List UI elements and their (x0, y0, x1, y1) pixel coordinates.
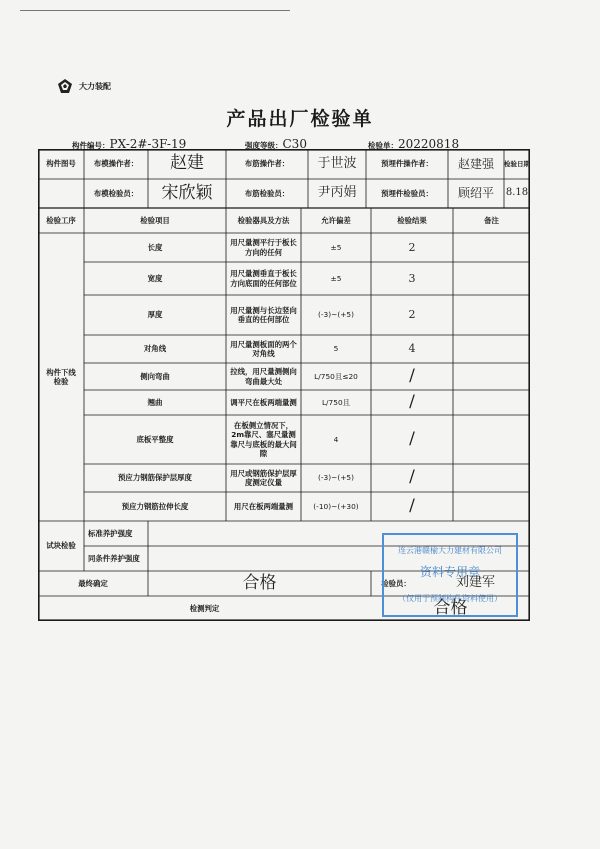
row-item: 侧向弯曲 (140, 371, 170, 381)
stamp-title: 资料专用章 (419, 565, 480, 579)
col-tool: 检验器具及方法 (237, 215, 290, 225)
row-tolerance: 5 (333, 344, 339, 354)
inspect-no-label: 检验单： (368, 141, 398, 150)
rebar-inspector-value: 尹丙娟 (317, 185, 357, 201)
row-tool: 用尺量测垂直于板长方向底面的任何部位 (230, 269, 297, 288)
formwork-inspector-label: 布模检验员： (93, 188, 139, 198)
embed-operator-value: 赵建强 (457, 156, 494, 171)
row-tool: 调平尺在板两端量测 (230, 397, 297, 407)
rebar-operator-label: 布筋操作者： (244, 159, 290, 169)
row-tolerance: L/750且 (321, 397, 351, 407)
stamp-note: （仅用于预制构件资料使用） (398, 594, 502, 603)
row-tolerance: ±5 (330, 242, 342, 252)
rebar-inspector-label: 布筋检验员： (244, 188, 290, 198)
inspect-date-label: 检验日期 (504, 159, 530, 168)
formwork-inspector-value: 宋欣颖 (161, 182, 213, 203)
row-tool: 用尺量测与长边竖向垂直的任何部位 (230, 305, 297, 324)
stamp-company: 连云港赣榆大力建材有限公司 (398, 546, 502, 555)
strength-label: 强度等级： (245, 141, 283, 150)
page-title: 产品出厂检验单 (226, 108, 374, 130)
group-label: 构件下线检验 (46, 367, 76, 386)
row-result: / (409, 391, 415, 412)
row-item: 预应力钢筋拉伸长度 (121, 501, 189, 511)
company-logo-icon (57, 78, 73, 94)
final-label: 最终确定 (78, 578, 108, 588)
row-result: / (409, 428, 415, 449)
row-item: 厚度 (147, 310, 163, 320)
company-logo (57, 78, 111, 94)
row-tool: 用尺量测板面的两个对角线 (230, 339, 297, 358)
rebar-operator-value: 于世波 (317, 155, 357, 171)
row-tool: 在板侧立情况下，2m靠尺、塞尺量测靠尺与底板的最大间隙 (230, 421, 297, 458)
member-no-label: 构件编号： (72, 141, 110, 150)
final-value: 合格 (242, 572, 277, 593)
inspect-date-value: 8.18 (505, 187, 529, 199)
embed-inspector-label: 预埋件检验员： (381, 188, 433, 198)
row-tolerance: L/750且≤20 (314, 371, 358, 381)
judgement-value: 合格 (433, 597, 468, 618)
row-tolerance: ±5 (330, 273, 342, 283)
col-remark: 备注 (484, 215, 499, 225)
formwork-operator-label: 布模操作者： (93, 159, 139, 169)
row-tool: 拉线，用尺量测侧向弯曲最大处 (230, 367, 297, 386)
row-result: / (409, 495, 415, 516)
drawing-no-label: 构件图号 (46, 159, 76, 169)
row-result: 4 (408, 342, 416, 356)
row-result: / (409, 467, 415, 488)
test-group-label: 试块检验 (46, 541, 76, 551)
embed-inspector-value: 顾绍平 (457, 186, 494, 200)
row-result: / (409, 365, 415, 386)
col-item: 检验项目 (140, 215, 170, 225)
row-tolerance: 4 (333, 434, 339, 444)
scan-top-line (20, 10, 290, 11)
same-cure-label: 同条件养护强度 (88, 553, 140, 563)
row-tolerance: (-3)~(+5) (318, 473, 354, 483)
row-tool: 用尺在板两端量测 (233, 501, 294, 511)
embed-operator-label: 预埋件操作者： (381, 159, 433, 169)
row-tool: 用尺或钢筋保护层厚度测定仪量 (230, 468, 297, 487)
company-seal-stamp (382, 533, 518, 617)
col-process: 检验工序 (46, 215, 76, 225)
row-item: 预应力钢筋保护层厚度 (118, 473, 192, 483)
member-no-value: PX-2#-3F-19 (109, 137, 187, 151)
row-tool: 用尺量测平行于板长方向的任何 (230, 238, 297, 257)
row-tolerance: (-3)~(+5) (318, 310, 354, 320)
inspect-no-value: 20220818 (398, 137, 460, 151)
inspector-label: 检验员： (381, 578, 411, 588)
row-result: 2 (408, 308, 416, 322)
row-item: 底板平整度 (136, 434, 174, 444)
col-result: 检验结果 (397, 215, 427, 225)
row-item: 宽度 (147, 273, 163, 283)
row-result: 2 (408, 240, 416, 254)
row-item: 长度 (147, 242, 163, 252)
row-result: 3 (408, 271, 416, 285)
inspector-signature: 刘建军 (455, 575, 495, 591)
row-tolerance: (-10)~(+30) (313, 501, 359, 511)
company-name: 大力装配 (79, 81, 111, 91)
judgement-label: 检测判定 (189, 603, 220, 613)
formwork-operator-value: 赵建 (170, 153, 204, 174)
row-item: 对角线 (143, 344, 167, 354)
standard-cure-label: 标准养护强度 (88, 528, 133, 538)
row-item: 翘曲 (147, 397, 163, 407)
col-tolerance: 允许偏差 (321, 215, 351, 225)
strength-value: C30 (282, 137, 307, 151)
